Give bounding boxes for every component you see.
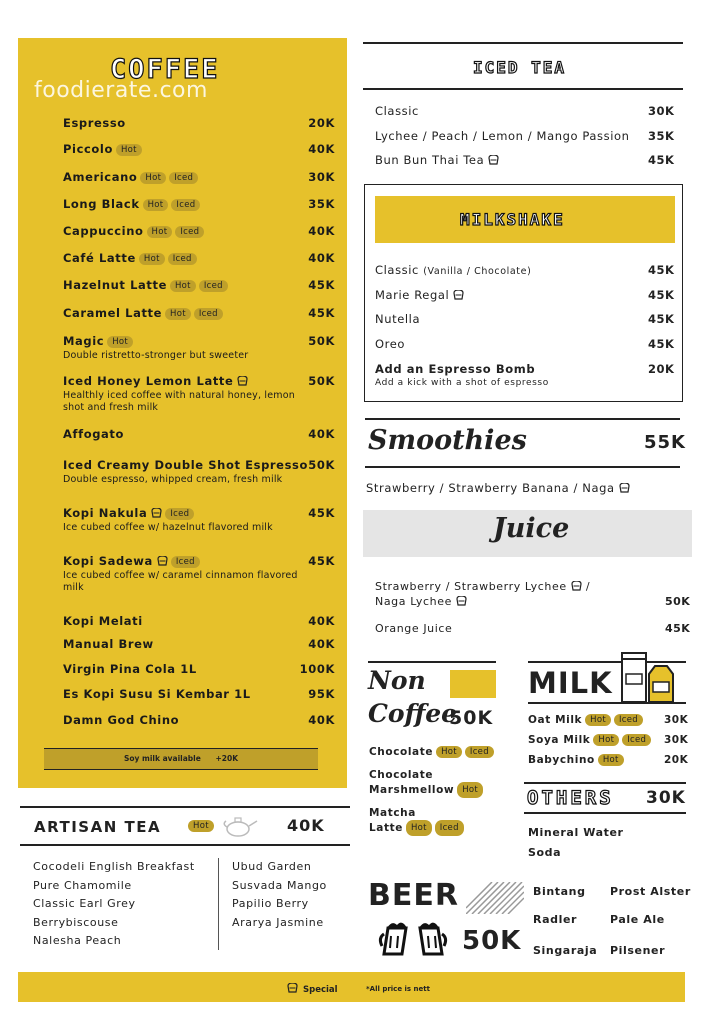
milk-item-name: Babychino xyxy=(528,754,595,766)
iced-tea-item: Classic xyxy=(375,104,419,118)
smoothies-flavors: Strawberry / Strawberry Banana / Naga xyxy=(366,481,615,495)
coffee-item-price: 45K xyxy=(308,306,335,320)
non-coffee-name: Chocolate xyxy=(369,746,434,758)
teapot-icon xyxy=(220,812,262,838)
iced-tea-price: 30K xyxy=(648,104,675,118)
coffee-title: COFFEE xyxy=(110,54,220,85)
tag-iced: Iced xyxy=(165,508,194,520)
juice-title: Juice xyxy=(493,513,570,544)
beer-item: Singaraja xyxy=(533,944,598,957)
beer-item: Bintang xyxy=(533,885,586,898)
milk-bottom-rule xyxy=(528,702,686,704)
coffee-item-price: 35K xyxy=(308,197,335,211)
beer-price: 50K xyxy=(462,926,522,956)
tag-iced: Iced xyxy=(465,746,494,758)
tag-iced: Iced xyxy=(175,226,204,238)
milk-carton-icon xyxy=(619,652,675,704)
coffee-item-price: 45K xyxy=(308,506,335,520)
coffee-panel xyxy=(18,38,347,788)
coffee-item-price: 40K xyxy=(308,224,335,238)
tag-iced: Iced xyxy=(614,714,643,726)
special-icon xyxy=(453,289,464,299)
milk-item xyxy=(528,734,651,746)
artisan-tea-item: Ubud Garden xyxy=(232,860,312,873)
special-icon xyxy=(571,581,582,591)
beer-item: Prost Alster xyxy=(610,885,691,898)
tag-iced: Iced xyxy=(171,556,200,568)
tag-iced: Iced xyxy=(622,734,651,746)
coffee-item-name: Café Latte xyxy=(63,251,136,265)
coffee-item-name: Magic xyxy=(63,334,105,348)
tag-hot: Hot xyxy=(593,734,619,746)
juice-price-1: 50K xyxy=(665,595,691,608)
soy-note-box xyxy=(44,748,318,770)
milkshake-price: 45K xyxy=(648,312,675,326)
coffee-item-desc: Double ristretto-stronger but sweeter xyxy=(63,350,249,361)
coffee-item-name: Kopi Nakula xyxy=(63,506,148,520)
coffee-item xyxy=(63,224,335,238)
coffee-item xyxy=(63,614,335,628)
tag-hot: Hot xyxy=(406,820,432,836)
artisan-tea-item: Ararya Jasmine xyxy=(232,915,324,929)
tag-iced: Iced xyxy=(194,308,223,320)
artisan-tea-item: Cocodeli English Breakfast xyxy=(33,860,195,873)
juice-line1 xyxy=(375,580,590,593)
milkshake-item: Nutella xyxy=(375,312,421,326)
iced-tea-title: ICED TEA xyxy=(473,58,567,77)
smoothies-bottom-rule xyxy=(365,466,680,468)
tag-hot: Hot xyxy=(139,253,165,265)
tag-iced: Iced xyxy=(435,820,464,836)
special-icon xyxy=(619,482,630,492)
coffee-item-name: Hazelnut Latte xyxy=(63,278,167,292)
footer-note: *All price is nett xyxy=(366,985,430,993)
artisan-title: ARTISAN TEA xyxy=(34,818,162,836)
others-price: 30K xyxy=(646,788,686,808)
others-title: OTHERS xyxy=(527,787,614,809)
coffee-item-name: Caramel Latte xyxy=(63,306,163,320)
tag-iced: Iced xyxy=(169,172,198,184)
coffee-item-name: Americano xyxy=(63,170,138,184)
milk-item-price: 30K xyxy=(664,734,689,746)
tag-hot: Hot xyxy=(107,336,133,348)
coffee-item xyxy=(63,427,335,441)
coffee-item-name: Manual Brew xyxy=(63,637,154,651)
smoothies-title: Smoothies xyxy=(368,425,527,456)
special-icon xyxy=(287,983,298,993)
juice-item-2: Orange Juice xyxy=(375,622,453,635)
coffee-item xyxy=(63,687,335,701)
coffee-item xyxy=(63,251,335,265)
non-coffee-name-2: Marshmellow xyxy=(369,784,455,796)
coffee-item-price: 50K xyxy=(308,334,335,348)
special-icon xyxy=(157,555,168,565)
coffee-item-price: 40K xyxy=(308,713,335,727)
coffee-item-price: 40K xyxy=(308,427,335,441)
juice-flavor-2: Naga Lychee xyxy=(375,595,452,608)
coffee-item-name: Cappuccino xyxy=(63,224,144,238)
artisan-price: 40K xyxy=(287,816,325,835)
tag-hot: Hot xyxy=(436,746,462,758)
soy-note: Soy milk available xyxy=(123,754,201,763)
tag-hot: Hot xyxy=(457,782,483,798)
coffee-item xyxy=(63,554,335,594)
non-coffee-title-2: Coffee xyxy=(368,699,458,728)
milkshake-name: Classic xyxy=(375,263,419,277)
coffee-item xyxy=(63,306,335,320)
coffee-item-price: 100K xyxy=(299,662,335,676)
footer-bar xyxy=(18,972,685,1002)
coffee-item xyxy=(63,506,335,534)
tag-hot: Hot xyxy=(170,280,196,292)
artisan-tea-item: Classic Earl Grey xyxy=(33,897,136,910)
smoothies-flavors-line xyxy=(366,481,630,495)
tag-hot: Hot xyxy=(147,226,173,238)
iced-tea-name: Bun Bun Thai Tea xyxy=(375,153,485,167)
artisan-bottom-rule xyxy=(20,844,350,846)
coffee-item-desc: Healthly iced coffee with natural honey, lemon shot and fresh milk xyxy=(63,390,295,413)
tag-hot: Hot xyxy=(165,308,191,320)
milk-item xyxy=(528,714,643,726)
coffee-item-price: 40K xyxy=(308,614,335,628)
juice-price-2: 45K xyxy=(665,622,691,635)
coffee-item-price: 50K xyxy=(308,374,335,388)
coffee-item-name: Es Kopi Susu Si Kembar 1L xyxy=(63,687,251,701)
milkshake-price: 20K xyxy=(648,362,675,376)
milkshake-item xyxy=(375,288,464,302)
beer-mugs-icon xyxy=(378,916,448,958)
milkshake-price: 45K xyxy=(648,263,675,277)
tag-hot: Hot xyxy=(585,714,611,726)
non-coffee-item xyxy=(369,806,464,836)
coffee-item xyxy=(63,334,335,362)
iced-tea-price: 45K xyxy=(648,153,675,167)
non-coffee-price: 50K xyxy=(449,707,494,729)
coffee-item xyxy=(63,374,335,414)
beer-title: BEER xyxy=(368,878,459,913)
soy-price: +20K xyxy=(215,754,239,763)
beer-item: Radler xyxy=(533,913,578,926)
coffee-item xyxy=(63,278,335,292)
special-icon xyxy=(456,596,467,606)
iced-tea-bottom-rule xyxy=(363,88,683,90)
special-icon xyxy=(488,154,499,164)
others-item: Mineral Water xyxy=(528,826,624,839)
special-icon xyxy=(151,507,162,517)
others-item: Soda xyxy=(528,846,562,859)
coffee-item-name: Iced Creamy Double Shot Espresso xyxy=(63,458,308,472)
smoothies-top-rule xyxy=(365,418,680,420)
coffee-item-name: Piccolo xyxy=(63,142,113,156)
special-icon xyxy=(237,375,248,385)
smoothies-price: 55K xyxy=(644,432,686,453)
coffee-item-price: 95K xyxy=(308,687,335,701)
coffee-item-price: 30K xyxy=(308,170,335,184)
tag-hot: Hot xyxy=(598,754,624,766)
non-coffee-item xyxy=(369,746,494,758)
others-top-rule xyxy=(524,782,686,784)
coffee-item-name: Long Black xyxy=(63,197,140,211)
milkshake-item: Add an Espresso Bomb xyxy=(375,362,536,376)
milkshake-price: 45K xyxy=(648,337,675,351)
milk-item xyxy=(528,754,624,766)
coffee-item-price: 45K xyxy=(308,278,335,292)
juice-line2 xyxy=(375,595,467,608)
footer-special xyxy=(287,983,338,995)
artisan-tea-item: Papilio Berry xyxy=(232,897,309,910)
iced-tea-price: 35K xyxy=(648,129,675,143)
milkshake-name: Marie Regal xyxy=(375,288,450,302)
coffee-item xyxy=(63,458,335,486)
artisan-tea-item: Susvada Mango xyxy=(232,878,327,892)
non-coffee-name: Matcha xyxy=(369,807,416,819)
tag-iced: Iced xyxy=(199,280,228,292)
coffee-item-name: Virgin Pina Cola 1L xyxy=(63,662,197,676)
milkshake-title: MILKSHAKE xyxy=(460,210,565,229)
tag-hot: Hot xyxy=(188,820,214,832)
coffee-item xyxy=(63,142,335,156)
coffee-item-name: Damn God Chino xyxy=(63,713,180,727)
milk-item-name: Oat Milk xyxy=(528,714,583,726)
coffee-item-name: Affogato xyxy=(63,427,124,441)
tag-hot: Hot xyxy=(116,144,142,156)
footer-special-label: Special xyxy=(303,985,338,995)
milkshake-item xyxy=(375,263,531,277)
artisan-tea-item: Pure Chamomile xyxy=(33,878,132,892)
tag-iced: Iced xyxy=(171,199,200,211)
milkshake-desc: Add a kick with a shot of espresso xyxy=(375,378,549,388)
non-coffee-title-1: Non xyxy=(368,666,426,695)
coffee-item xyxy=(63,713,335,727)
tag-hot: Hot xyxy=(140,172,166,184)
non-coffee-rule xyxy=(368,661,496,663)
beer-item: Pale Ale xyxy=(610,913,665,926)
milkshake-price: 45K xyxy=(648,288,675,302)
milk-item-price: 30K xyxy=(664,714,689,726)
juice-flavor-1: Strawberry / Strawberry Lychee xyxy=(375,580,567,593)
milk-title: MILK xyxy=(528,666,613,700)
artisan-tea-item: Nalesha Peach xyxy=(33,934,122,947)
milk-item-price: 20K xyxy=(664,754,689,766)
hatch-pattern xyxy=(466,882,524,914)
non-coffee-name: Chocolate xyxy=(369,769,434,781)
juice-separator: / xyxy=(585,580,591,593)
tag-iced: Iced xyxy=(168,253,197,265)
watermark: foodierate.com xyxy=(34,78,208,103)
milkshake-item: Oreo xyxy=(375,337,406,351)
non-coffee-yellow-block xyxy=(450,670,496,698)
coffee-item-name: Kopi Melati xyxy=(63,614,143,628)
coffee-item-price: 40K xyxy=(308,251,335,265)
coffee-item xyxy=(63,116,335,130)
iced-tea-top-rule xyxy=(363,42,683,44)
coffee-item xyxy=(63,170,335,184)
coffee-item-price: 45K xyxy=(308,554,335,568)
coffee-item xyxy=(63,197,335,211)
beer-item: Pilsener xyxy=(610,944,666,957)
artisan-top-rule xyxy=(20,806,350,808)
coffee-item-name: Kopi Sadewa xyxy=(63,554,153,568)
non-coffee-name-2: Latte xyxy=(369,822,403,834)
tag-hot: Hot xyxy=(143,199,169,211)
coffee-item-name: Espresso xyxy=(63,116,126,130)
coffee-item-price: 40K xyxy=(308,637,335,651)
milk-item-name: Soya Milk xyxy=(528,734,591,746)
coffee-item xyxy=(63,662,335,676)
artisan-divider xyxy=(218,858,219,950)
milkshake-note: (Vanilla / Chocolate) xyxy=(423,266,532,277)
coffee-item-desc: Double espresso, whipped cream, fresh milk xyxy=(63,474,283,485)
iced-tea-item xyxy=(375,153,499,167)
coffee-item-desc: Ice cubed coffee w/ caramel cinnamon flavored milk xyxy=(63,570,298,593)
coffee-item-price: 40K xyxy=(308,142,335,156)
artisan-tea-item: Berrybiscouse xyxy=(33,915,119,929)
coffee-item-desc: Ice cubed coffee w/ hazelnut flavored milk xyxy=(63,522,273,533)
non-coffee-item xyxy=(369,768,483,798)
coffee-item-price: 20K xyxy=(308,116,335,130)
coffee-item xyxy=(63,637,335,651)
coffee-item-name: Iced Honey Lemon Latte xyxy=(63,374,234,388)
coffee-item-price: 50K xyxy=(308,458,335,472)
others-bottom-rule xyxy=(524,812,686,814)
iced-tea-item: Lychee / Peach / Lemon / Mango Passion xyxy=(375,129,630,143)
